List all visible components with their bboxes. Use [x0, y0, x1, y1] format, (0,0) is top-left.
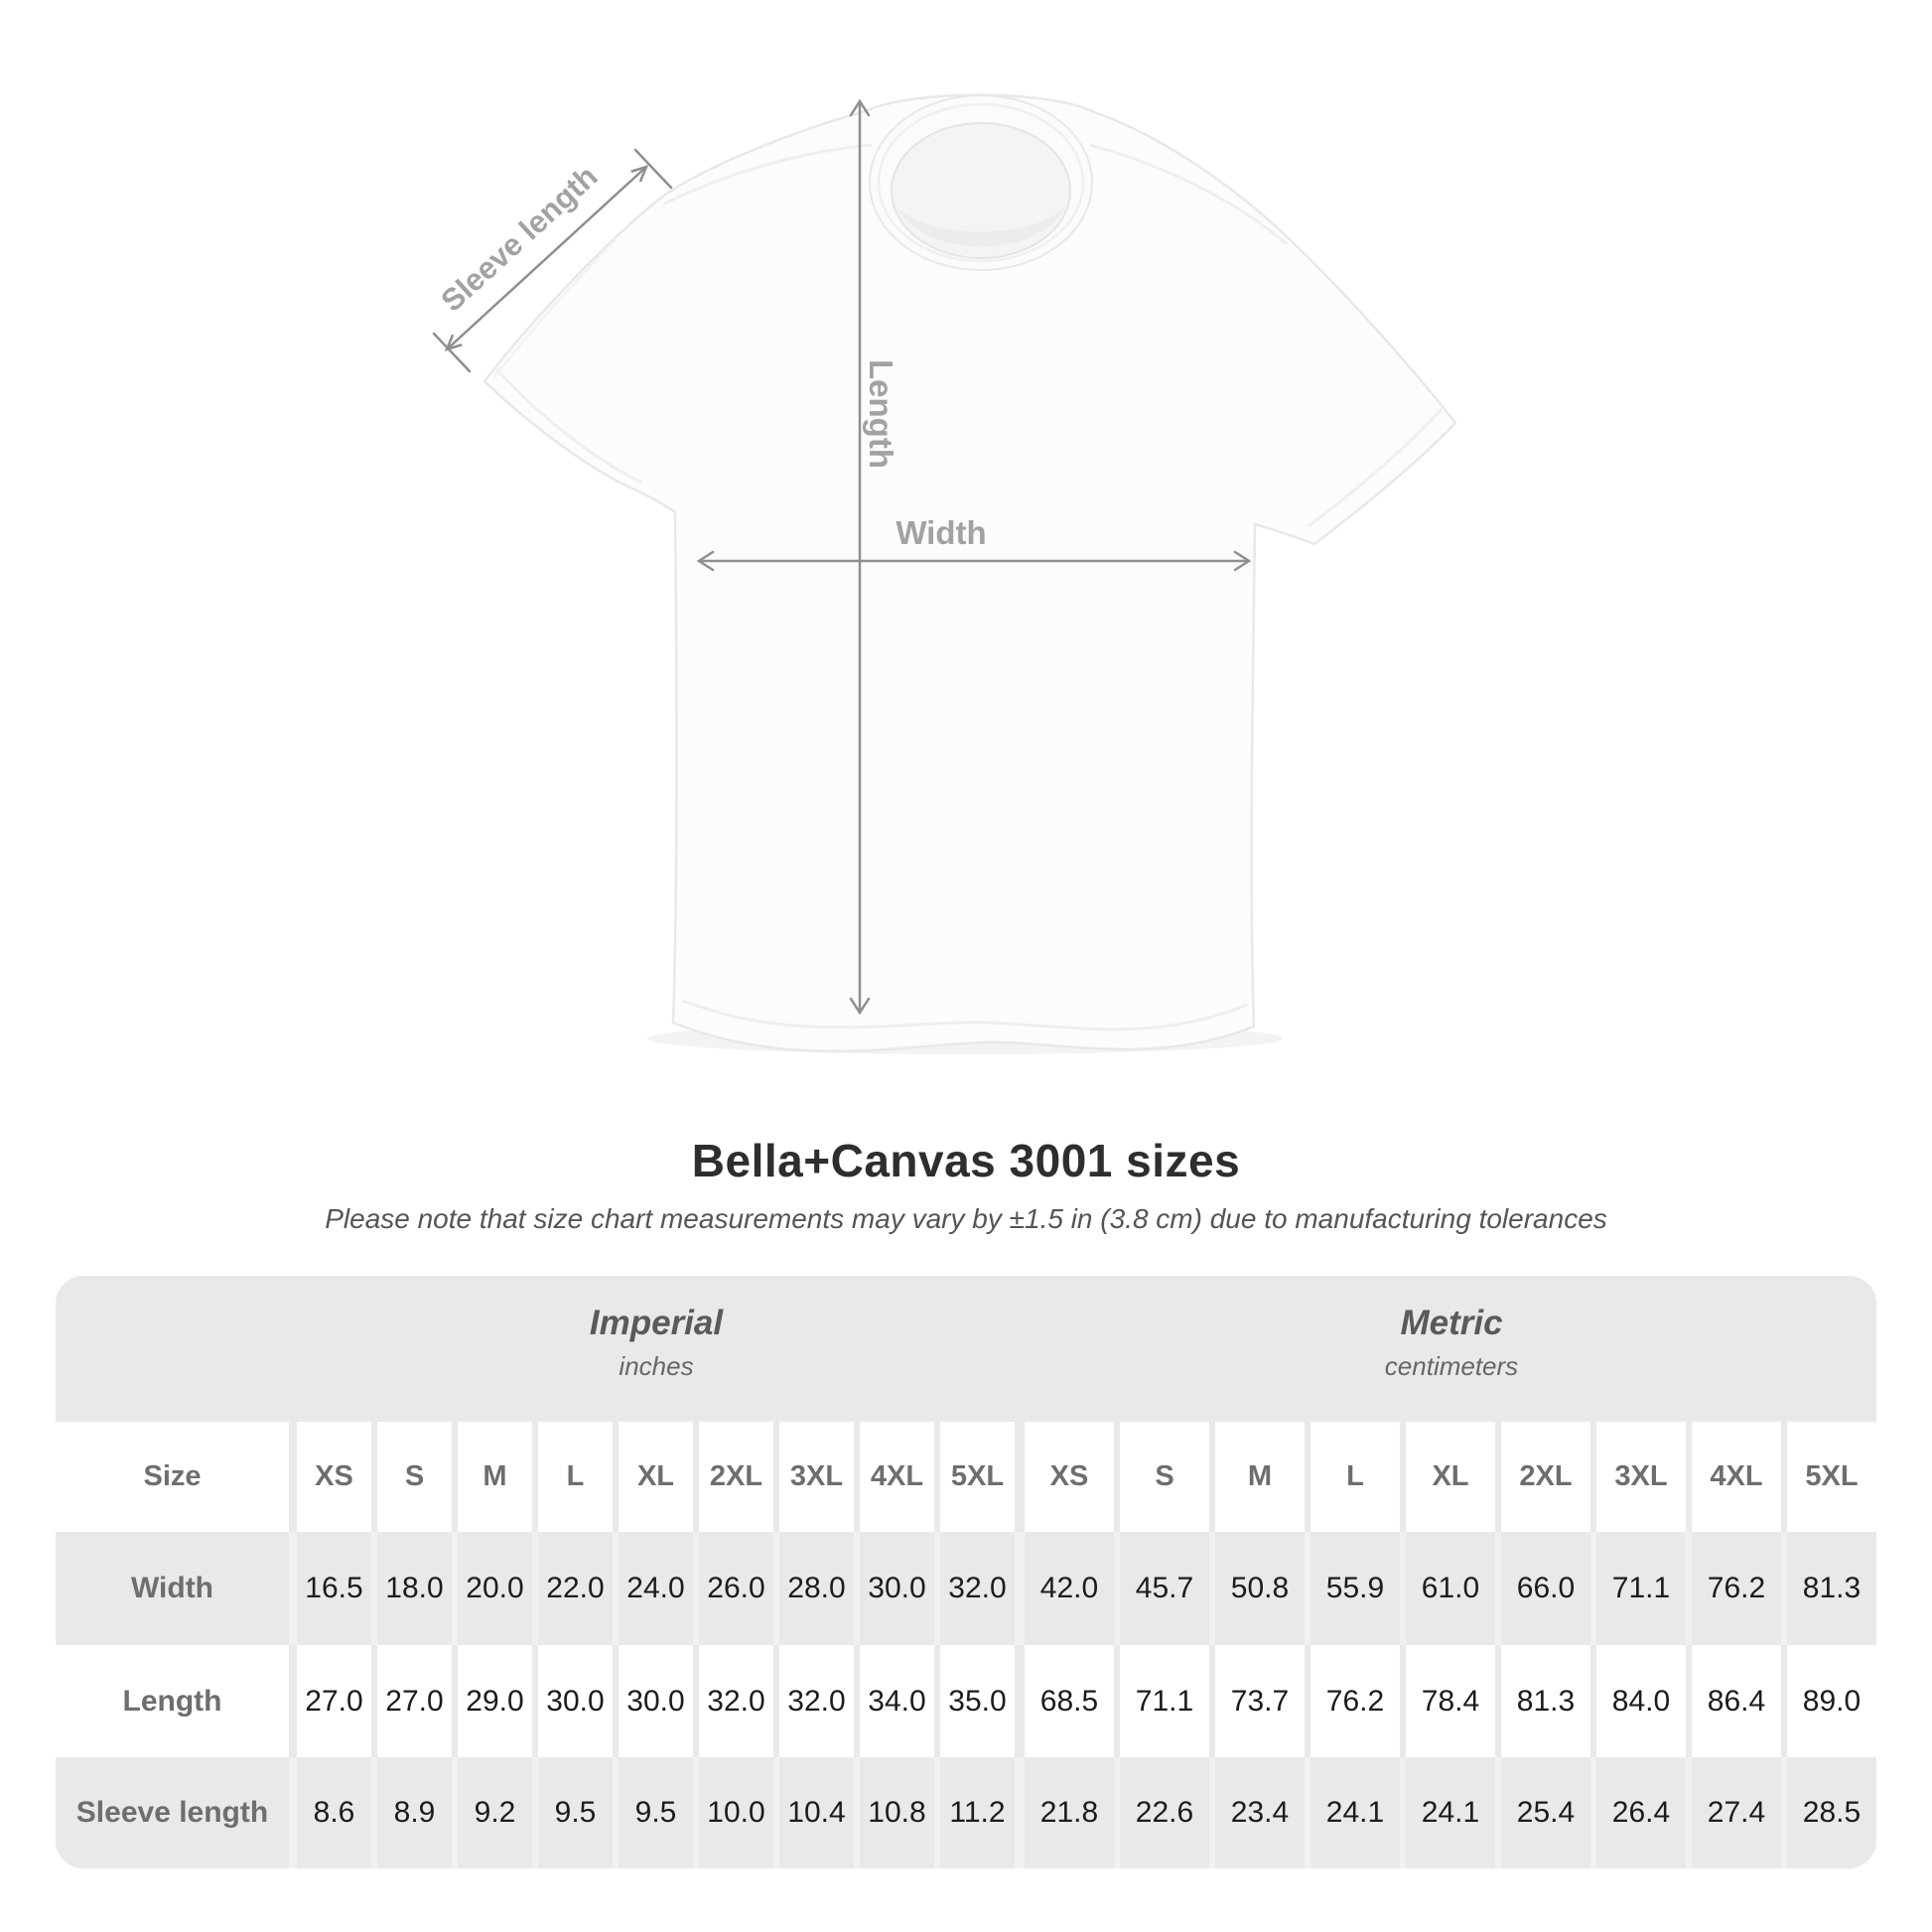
cell-value: 32.0: [940, 1532, 1015, 1645]
size-header-row: [56, 1422, 1876, 1532]
unit-header-band: [56, 1276, 1876, 1422]
cell-value: 81.3: [1501, 1645, 1590, 1757]
cell-value: 25.4: [1501, 1757, 1590, 1868]
size-col-header: XL: [1406, 1422, 1495, 1532]
table-rows: [56, 1422, 1876, 1868]
cell-value: 24.1: [1311, 1757, 1400, 1868]
size-col-header: XS: [297, 1422, 371, 1532]
cell-value: 23.4: [1215, 1757, 1305, 1868]
cell-value: 9.2: [458, 1757, 532, 1868]
size-col-header: 5XL: [940, 1422, 1015, 1532]
cell-value: 35.0: [940, 1645, 1015, 1757]
size-col-header: L: [538, 1422, 613, 1532]
cell-value: 84.0: [1596, 1645, 1686, 1757]
cell-value: 9.5: [538, 1757, 613, 1868]
cell-value: 86.4: [1692, 1645, 1781, 1757]
cell-value: 32.0: [779, 1645, 854, 1757]
length-label: Length: [863, 359, 899, 469]
cell-value: 30.0: [538, 1645, 613, 1757]
imperial-unit: inches: [619, 1351, 694, 1381]
size-col-header: M: [1215, 1422, 1305, 1532]
width-label: Width: [896, 514, 987, 551]
cell-value: 42.0: [1025, 1532, 1114, 1645]
cell-value: 71.1: [1596, 1532, 1686, 1645]
row-label: Length: [56, 1645, 289, 1757]
cell-value: 32.0: [699, 1645, 773, 1757]
cell-value: 27.0: [377, 1645, 452, 1757]
row-label: Width: [56, 1532, 289, 1645]
cell-value: 34.0: [860, 1645, 934, 1757]
table-row-width: [56, 1532, 1876, 1645]
imperial-label: Imperial: [589, 1304, 724, 1342]
cell-value: 24.0: [619, 1532, 693, 1645]
cell-value: 78.4: [1406, 1645, 1495, 1757]
cell-value: 20.0: [458, 1532, 532, 1645]
cell-value: 10.4: [779, 1757, 854, 1868]
cell-value: 27.4: [1692, 1757, 1781, 1868]
metric-group-header: [1026, 1276, 1876, 1422]
cell-value: 8.6: [297, 1757, 371, 1868]
size-col-header: XL: [619, 1422, 693, 1532]
cell-value: 81.3: [1787, 1532, 1876, 1645]
metric-label: Metric: [1400, 1304, 1503, 1342]
cell-value: 45.7: [1120, 1532, 1209, 1645]
size-col-header: XS: [1025, 1422, 1114, 1532]
imperial-group-header: [297, 1276, 1016, 1422]
size-col-header: 3XL: [1596, 1422, 1686, 1532]
cell-value: 22.6: [1120, 1757, 1209, 1868]
size-col-header: M: [458, 1422, 532, 1532]
cell-value: 29.0: [458, 1645, 532, 1757]
tolerance-note: Please note that size chart measurements may vary by ±1.5 in (3.8 cm) due to manufacturing tolerances: [325, 1203, 1607, 1234]
sleeve-length-label: Sleeve length: [434, 158, 605, 319]
cell-value: 30.0: [619, 1645, 693, 1757]
cell-value: 27.0: [297, 1645, 371, 1757]
page-title: Bella+Canvas 3001 sizes: [691, 1135, 1241, 1186]
size-col-header: 4XL: [1692, 1422, 1781, 1532]
cell-value: 24.1: [1406, 1757, 1495, 1868]
cell-value: 76.2: [1692, 1532, 1781, 1645]
row-label: Sleeve length: [56, 1757, 289, 1868]
cell-value: 28.0: [779, 1532, 854, 1645]
size-col-header: S: [377, 1422, 452, 1532]
size-col-header: 4XL: [860, 1422, 934, 1532]
cell-value: 9.5: [619, 1757, 693, 1868]
cell-value: 28.5: [1787, 1757, 1876, 1868]
table-row-sleeve-length: [56, 1757, 1876, 1868]
cell-value: 50.8: [1215, 1532, 1305, 1645]
cell-value: 18.0: [377, 1532, 452, 1645]
cell-value: 21.8: [1025, 1757, 1114, 1868]
size-col-header: 2XL: [1501, 1422, 1590, 1532]
size-col-header: 2XL: [699, 1422, 773, 1532]
heading-block: [0, 1134, 1932, 1235]
cell-value: 76.2: [1311, 1645, 1400, 1757]
cell-value: 73.7: [1215, 1645, 1305, 1757]
metric-unit: centimeters: [1384, 1351, 1519, 1381]
cell-value: 22.0: [538, 1532, 613, 1645]
size-col-header: S: [1120, 1422, 1209, 1532]
cell-value: 30.0: [860, 1532, 934, 1645]
corner-header: Size: [56, 1422, 289, 1532]
size-table: [56, 1276, 1876, 1868]
cell-value: 10.0: [699, 1757, 773, 1868]
cell-value: 89.0: [1787, 1645, 1876, 1757]
cell-value: 26.4: [1596, 1757, 1686, 1868]
cell-value: 16.5: [297, 1532, 371, 1645]
size-col-header: 3XL: [779, 1422, 854, 1532]
cell-value: 10.8: [860, 1757, 934, 1868]
collar: [870, 95, 1092, 270]
cell-value: 8.9: [377, 1757, 452, 1868]
cell-value: 66.0: [1501, 1532, 1590, 1645]
cell-value: 71.1: [1120, 1645, 1209, 1757]
cell-value: 55.9: [1311, 1532, 1400, 1645]
cell-value: 68.5: [1025, 1645, 1114, 1757]
size-col-header: 5XL: [1787, 1422, 1876, 1532]
table-row-length: [56, 1645, 1876, 1757]
cell-value: 26.0: [699, 1532, 773, 1645]
cell-value: 11.2: [940, 1757, 1015, 1868]
size-col-header: L: [1311, 1422, 1400, 1532]
cell-value: 61.0: [1406, 1532, 1495, 1645]
